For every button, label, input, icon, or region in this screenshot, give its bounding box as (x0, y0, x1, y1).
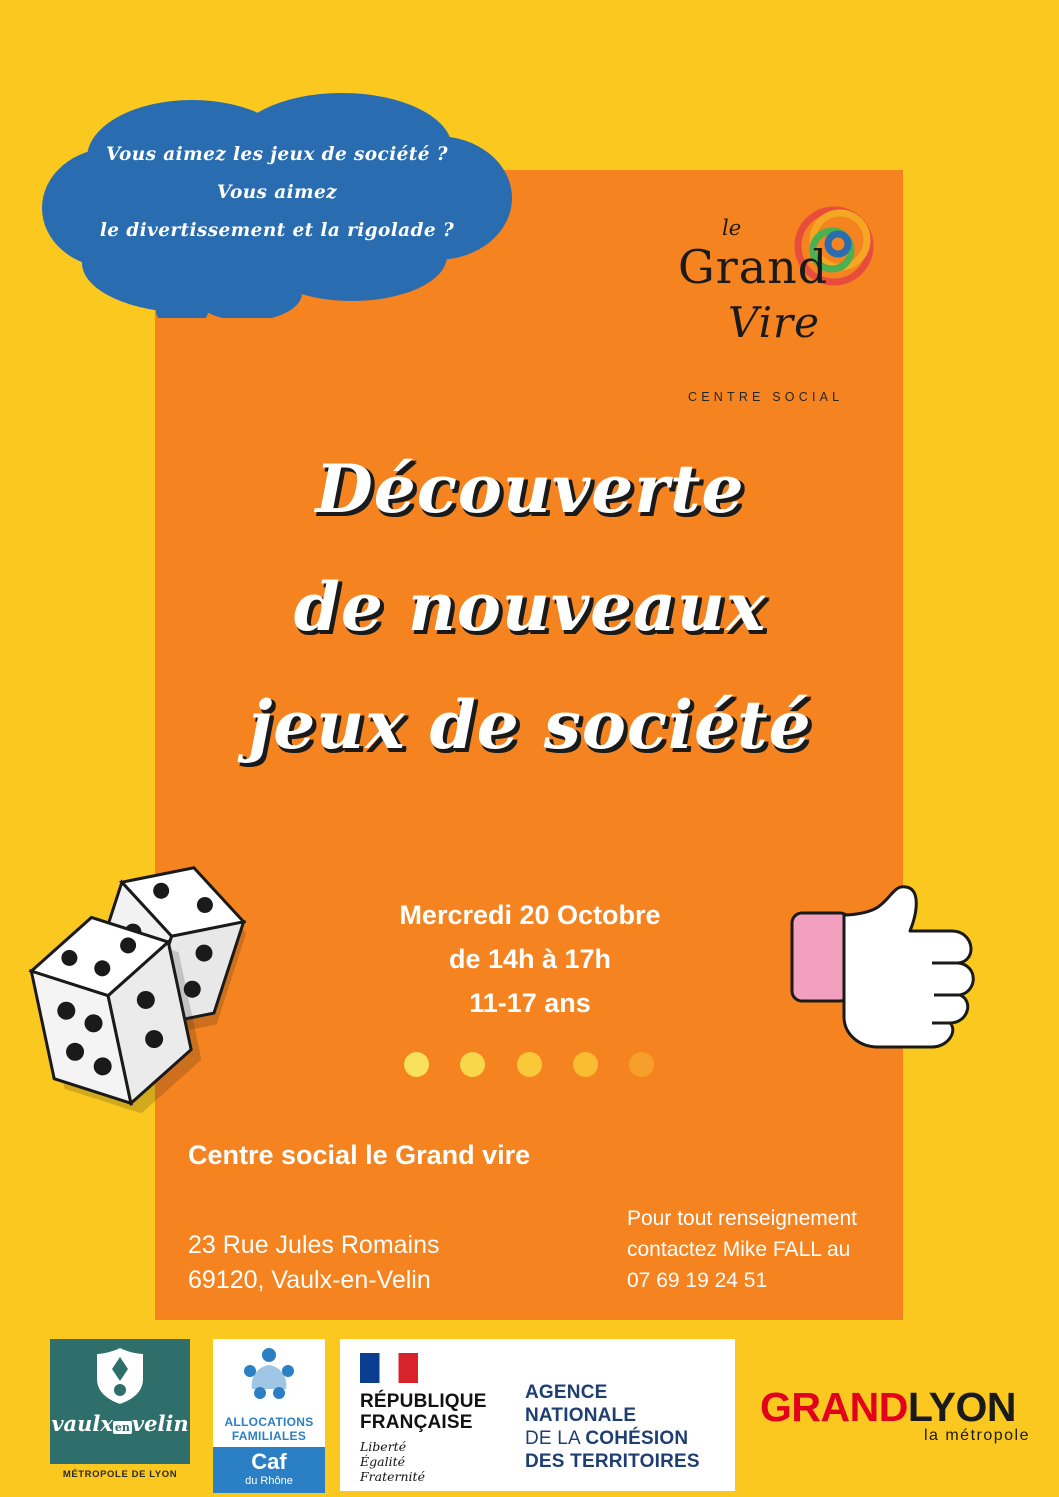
caf-allocations-text (213, 1415, 325, 1443)
dot-1 (404, 1052, 429, 1077)
poster-title (160, 430, 900, 784)
title-line-1: Découverte (315, 450, 745, 528)
dot-2 (460, 1052, 485, 1077)
event-details (300, 893, 760, 1025)
logo-grand-lyon (760, 1385, 1040, 1445)
grand-vire-logo (660, 198, 890, 428)
title-line-3: jeux de société (248, 686, 812, 764)
event-ages: 11-17 ans (469, 988, 591, 1018)
dice-icon (15, 840, 335, 1120)
anct-line-3-light: DE LA (525, 1428, 586, 1449)
venue-address (188, 1228, 440, 1298)
grandlyon-wordmark (760, 1385, 1040, 1429)
contact-line-2: contactez Mike FALL au (627, 1238, 851, 1261)
decorative-dots (404, 1052, 654, 1077)
caf-family-icon (234, 1345, 304, 1413)
anct-line-3-bold: COHÉSION (585, 1428, 689, 1449)
motto-fraternite: Fraternité (360, 1469, 425, 1484)
motto-egalite: Égalité (360, 1454, 405, 1469)
speech-bubble-text (42, 136, 512, 250)
caf-line-2: FAMILIALES (231, 1429, 307, 1443)
vaulx-name-en: en (114, 1421, 130, 1434)
event-time: de 14h à 17h (448, 944, 612, 974)
contact-info (627, 1203, 857, 1296)
logo-le-text: le (722, 216, 742, 240)
french-flag-icon (360, 1353, 418, 1383)
caf-name-band (213, 1447, 325, 1493)
vaulx-crest-icon (90, 1345, 150, 1407)
bubble-line-2: Vous aimez (216, 182, 338, 203)
bubble-line-3: le divertissement et la rigolade ? (99, 220, 455, 241)
logo-caf (213, 1339, 325, 1491)
vaulx-name-a: vaulx (51, 1411, 113, 1436)
dot-5 (629, 1052, 654, 1077)
contact-line-1: Pour tout renseignement (627, 1207, 857, 1230)
anct-line-3 (525, 1427, 700, 1450)
bubble-line-1: Vous aimez les jeux de société ? (105, 144, 448, 165)
anct-line-2: NATIONALE (525, 1405, 637, 1426)
dice-illustration (15, 840, 335, 1120)
vaulx-metropole-label: MÉTROPOLE DE LYON (62, 1469, 178, 1480)
vaulx-name-b: velin (131, 1411, 189, 1436)
logo-grand-text: Grand (678, 240, 829, 294)
thumbs-up-illustration (782, 885, 1032, 1065)
venue-name: Centre social le Grand vire (188, 1140, 531, 1170)
address-line-2: 69120, Vaulx-en-Velin (188, 1266, 431, 1294)
rf-line-1: RÉPUBLIQUE (360, 1391, 487, 1412)
caf-name: Caf (251, 1449, 287, 1474)
title-line-2: de nouveaux (293, 568, 767, 646)
thumbs-up-icon (782, 885, 1032, 1065)
anct-line-1: AGENCE (525, 1382, 608, 1403)
anct-line-4: DES TERRITOIRES (525, 1451, 700, 1472)
speech-bubble (42, 88, 512, 318)
event-date: Mercredi 20 Octobre (399, 900, 661, 930)
rf-line-2: FRANÇAISE (360, 1412, 473, 1433)
republique-motto (360, 1439, 425, 1484)
caf-line-1: ALLOCATIONS (224, 1415, 314, 1429)
grandlyon-grand: GRAND (760, 1384, 908, 1430)
logo-centre-social-text: CENTRE SOCIAL (688, 390, 844, 404)
caf-dept: du Rhône (245, 1475, 293, 1487)
republique-francaise-text (360, 1391, 487, 1433)
logo-republique-anct (340, 1339, 735, 1491)
address-line-1: 23 Rue Jules Romains (188, 1231, 440, 1259)
dot-3 (517, 1052, 542, 1077)
grandlyon-lyon: LYON (907, 1384, 1016, 1430)
partner-logos (0, 1337, 1059, 1497)
anct-text (525, 1381, 700, 1473)
logo-vaulx-en-velin (50, 1339, 190, 1464)
dot-4 (573, 1052, 598, 1077)
vaulx-wordmark (50, 1411, 190, 1436)
contact-phone: 07 69 19 24 51 (627, 1269, 768, 1292)
motto-liberte: Liberté (360, 1439, 407, 1454)
grandlyon-sub: la métropole (923, 1427, 1030, 1444)
logo-vire-text: Vire (728, 298, 820, 347)
